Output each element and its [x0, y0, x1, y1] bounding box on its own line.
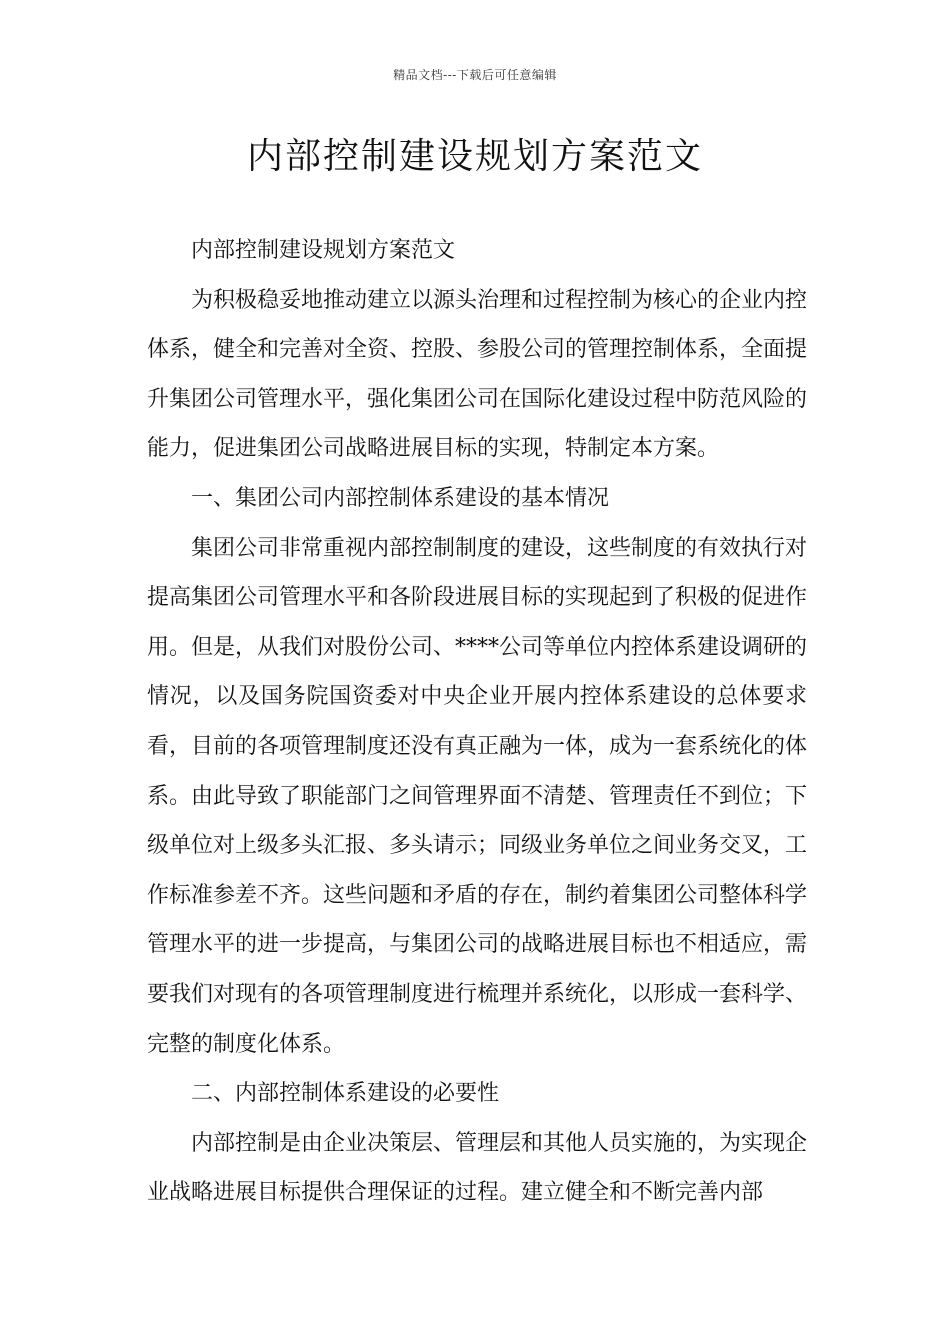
section-heading-2: 二、内部控制体系建设的必要性	[191, 1081, 500, 1107]
document-body	[147, 226, 807, 1218]
header-note: 精品文档---下载后可任意编辑	[393, 68, 557, 82]
document-title: 内部控制建设规划方案范文	[246, 136, 703, 177]
section-heading-1: 一、集团公司内部控制体系建设的基本情况	[191, 485, 610, 511]
paragraph-section-2: 内部控制是由企业决策层、管理层和其他人员实施的，为实现企业战略进展目标提供合理保证的过程。建立健全和不断完善内部	[147, 1130, 808, 1206]
paragraph-intro: 为积极稳妥地推动建立以源头治理和过程控制为核心的企业内控体系，健全和完善对全资、控股、参股公司的管理控制体系，全面提升集团公司管理水平，强化集团公司在国际化建设过程中防范风险的能力，促进集团公司战略进展目标的实现，特制定本方案。	[147, 287, 808, 462]
paragraph-subtitle: 内部控制建设规划方案范文	[191, 238, 456, 263]
paragraph-section-1: 集团公司非常重视内部控制制度的建设，这些制度的有效执行对提高集团公司管理水平和各阶段进展目标的实现起到了积极的促进作用。但是，从我们对股份公司、****公司等单位内控体系建设调研的情况，以及国务院国资委对中央企业开展内控体系建设的总体要求看，目前的各项管理制度还没有真正融为一体，成为一套系统化的体系。由此导致了职能部门之间管理界面不清楚、管理责任不到位；下级单位对上级多头汇报、多头请示；同级业务单位之间业务交叉，工作标准参差不齐。这些问题和矛盾的存在，制约着集团公司整体科学管理水平的进一步提高，与集团公司的战略进展目标也不相适应，需要我们对现有的各项管理制度进行梳理并系统化，以形成一套科学、完整的制度化体系。	[147, 535, 808, 1057]
